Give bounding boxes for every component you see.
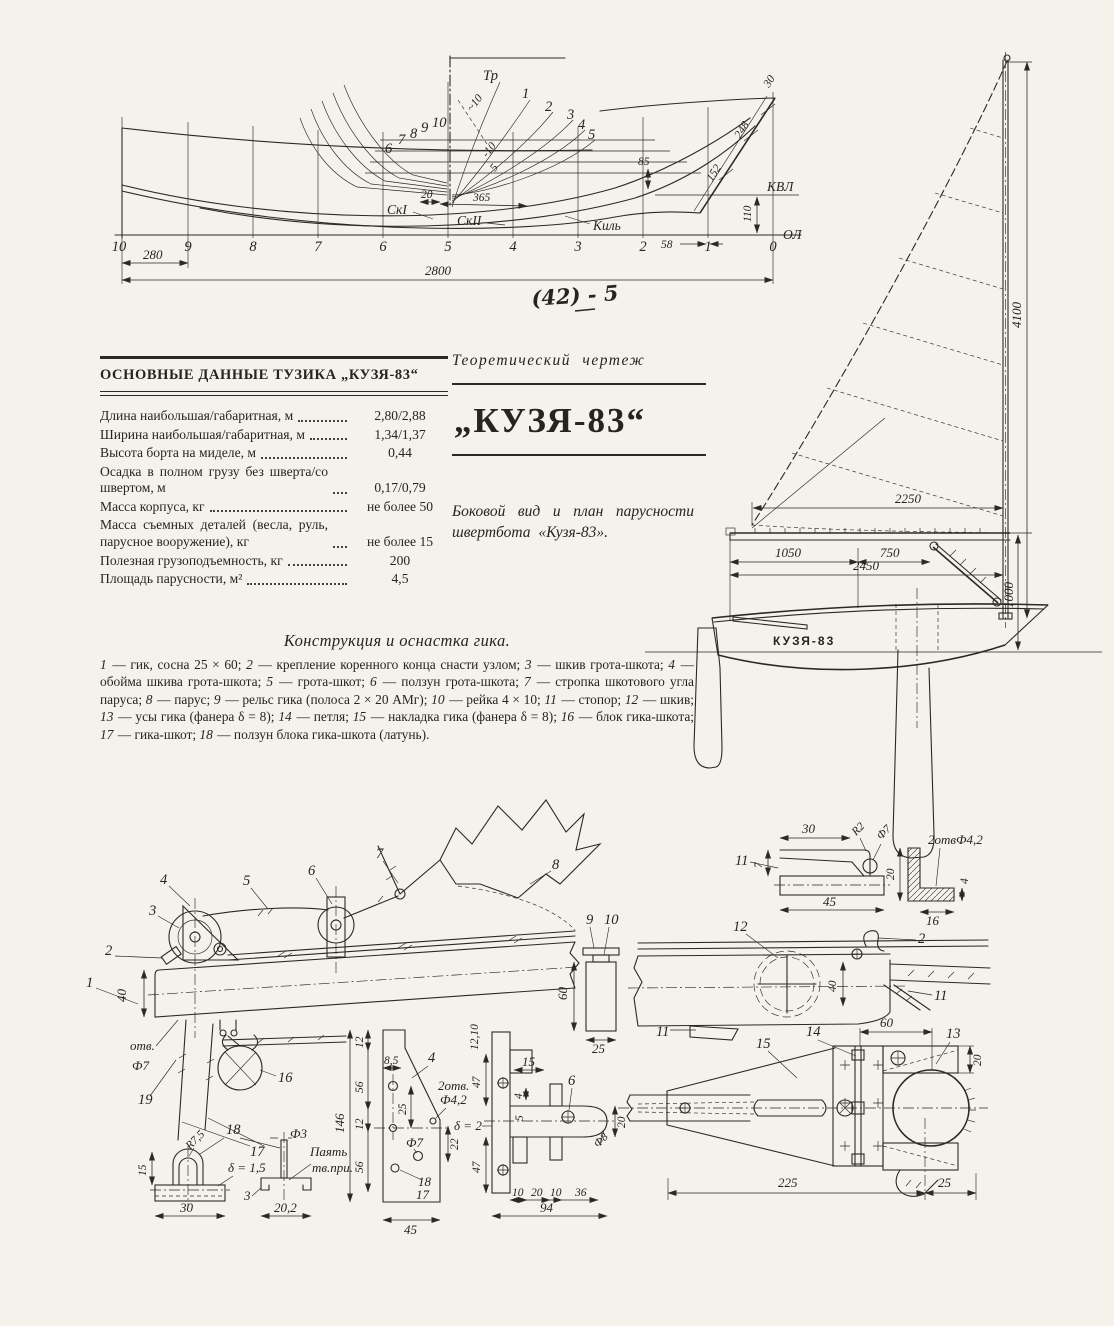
section-label: 8 bbox=[410, 126, 418, 142]
dim-10b: 10 bbox=[550, 1187, 562, 1199]
section-label: 2 bbox=[545, 99, 553, 115]
mast bbox=[1003, 52, 1032, 628]
delta-2: δ = 2 bbox=[454, 1118, 482, 1133]
dim-280: 280 bbox=[143, 247, 163, 262]
dim-2800: 2800 bbox=[425, 263, 451, 278]
section-label: 9 bbox=[421, 120, 429, 136]
solder-2: тв.при. bbox=[312, 1160, 354, 1175]
hull-dims bbox=[730, 535, 1018, 650]
dim-4s: 4 bbox=[513, 1093, 525, 1099]
dim-20a: 20 bbox=[531, 1187, 543, 1199]
callout-11-right: 11 bbox=[934, 988, 948, 1004]
dim-1050: 1050 bbox=[775, 545, 801, 560]
dim-12b: 12 bbox=[354, 1118, 366, 1130]
callout-8: 8 bbox=[552, 857, 560, 873]
section-label: 7 bbox=[398, 132, 406, 148]
spec-row-label: Осадка в полном грузу без шверта/со швертом, м bbox=[100, 463, 328, 496]
table-title: ОСНОВНЫЕ ДАННЫЕ ТУЗИКА „КУЗЯ-83“ bbox=[100, 367, 419, 383]
boom-length-dim bbox=[752, 491, 1003, 525]
spec-row-value: 2,80/2,88 bbox=[374, 408, 426, 423]
legend-item-number: 17 bbox=[100, 726, 114, 742]
dim-152: 152 bbox=[704, 162, 724, 184]
offset-dim: 5 bbox=[487, 161, 501, 174]
legend-item-number: 15 bbox=[352, 709, 367, 725]
holes-label: 2отвФ4,2 bbox=[928, 832, 983, 847]
transom-label: Тр bbox=[483, 68, 498, 84]
spec-row-value: 4,5 bbox=[391, 571, 409, 587]
legend-item-number: 14 bbox=[278, 709, 292, 725]
callout-2: 2 bbox=[105, 943, 113, 959]
legend-item-number: 6 bbox=[370, 674, 377, 690]
dim-110: 110 bbox=[742, 205, 754, 222]
dim-146: 146 bbox=[332, 1113, 347, 1133]
mainsheet bbox=[930, 542, 1001, 606]
callout-10: 10 bbox=[604, 912, 619, 928]
dim-248: 248 bbox=[732, 119, 752, 141]
dim-40: 40 bbox=[114, 989, 129, 1002]
callout-5: 5 bbox=[243, 873, 251, 889]
callout-13: 13 bbox=[946, 1026, 961, 1042]
dim-45: 45 bbox=[823, 894, 836, 909]
dim-1210: 12,10 bbox=[469, 1024, 481, 1050]
dim-f7: Ф7 bbox=[874, 823, 894, 843]
dim-365: 365 bbox=[473, 192, 491, 204]
dotted-leader bbox=[333, 546, 347, 548]
callout-18: 18 bbox=[226, 1122, 241, 1138]
dim-1000: 1000 bbox=[1001, 582, 1016, 608]
body-plan-labels bbox=[385, 68, 595, 174]
dim-7: 7 bbox=[753, 862, 765, 868]
solder-1: Паять bbox=[310, 1144, 348, 1159]
keel-label: Киль bbox=[593, 218, 621, 233]
callout-15: 15 bbox=[756, 1036, 771, 1052]
spec-row-label: Площадь парусности, м² bbox=[100, 571, 243, 587]
boom-assembly-callouts bbox=[86, 846, 560, 1160]
station-7: 7 bbox=[314, 239, 322, 255]
station-8: 8 bbox=[249, 239, 257, 255]
spec-row-value: 0,44 bbox=[388, 445, 412, 461]
dim-47a: 47 bbox=[471, 1076, 483, 1088]
legend-item-number: 8 bbox=[145, 691, 153, 707]
dim-8-5: 8,5 bbox=[384, 1055, 399, 1067]
callout-19: 19 bbox=[138, 1092, 153, 1108]
dim-18c: 18 bbox=[418, 1174, 431, 1189]
legend-item-number: 3 bbox=[524, 657, 532, 672]
callout-4-flat: 4 bbox=[428, 1050, 436, 1066]
dim-56b: 56 bbox=[354, 1161, 366, 1173]
spec-row-value: 200 bbox=[389, 552, 411, 568]
rule-top bbox=[452, 383, 706, 385]
section-label: 5 bbox=[588, 127, 596, 143]
dim-22: 22 bbox=[449, 1138, 461, 1150]
callout-1: 1 bbox=[86, 975, 94, 991]
spec-table-row bbox=[100, 408, 448, 425]
sail-plan-drawing bbox=[640, 28, 1114, 773]
dim-45c: 45 bbox=[404, 1222, 417, 1237]
dotted-leader bbox=[261, 457, 347, 459]
section-label: 1 bbox=[522, 86, 530, 102]
dim-60-jaws: 60 bbox=[880, 1015, 893, 1030]
kicker-text: Теоретический чертеж bbox=[452, 352, 646, 369]
legend-item-number: 10 bbox=[431, 691, 445, 707]
figure-caption: Боковой вид и план парусности швертбота «Кузя-83». bbox=[452, 503, 694, 541]
spec-table-row bbox=[100, 553, 448, 570]
dim-17c: 17 bbox=[416, 1187, 429, 1202]
page-title: „КУЗЯ-83“ bbox=[454, 401, 646, 440]
legend-item-number: 13 bbox=[100, 709, 114, 725]
dim-25c: 25 bbox=[397, 1103, 409, 1115]
section-label: 6 bbox=[385, 141, 393, 157]
dim-56a: 56 bbox=[354, 1081, 366, 1093]
legend-text: 1 — гик, сосна 25 × 60; 2 — крепление коренного конца снасти узлом; 3 — шкив грота-шкота; 4 — обойма шкива грота-шкота; 5 — грота-шкот; 6 — ползун грота-шкота; 7 — стропка шкотового угла паруса; 8 — парус; 9 — рельс гика (полоса 2 × 20 АМг); 10 — рейка 4 × 10; 11 — стопор; 12 — шкив; 13 — усы гика (фанера δ = 8); 14 — петля; 15 — накладка гика (фанера δ = 8); 16 — блок гика-шкота; 17 — гика-шкот; 18 — ползун блока гика-шкота (латунь). bbox=[100, 657, 694, 742]
section-label: 10 bbox=[432, 115, 447, 131]
callout-6: 6 bbox=[308, 863, 316, 879]
station-6: 6 bbox=[379, 239, 387, 255]
offset-dim: -10 bbox=[479, 140, 499, 160]
spec-row-label: Масса корпуса, кг bbox=[100, 498, 205, 514]
dim-3u: 3 bbox=[244, 1188, 251, 1203]
spec-table-row bbox=[100, 499, 448, 516]
mast-height-dim bbox=[1009, 62, 1027, 618]
chine1-label: СкI bbox=[387, 202, 407, 217]
dim-225: 225 bbox=[778, 1175, 798, 1190]
dim-f3: Ф3 bbox=[290, 1126, 307, 1141]
station-1: 1 bbox=[704, 239, 712, 255]
callout-9: 9 bbox=[586, 912, 594, 928]
callout-17: 17 bbox=[250, 1144, 265, 1160]
legend-item-number: 7 bbox=[524, 674, 531, 690]
spec-row-label: Длина наибольшая/габаритная, м bbox=[100, 408, 294, 423]
station-2: 2 bbox=[639, 239, 647, 255]
legend-item-number: 1 bbox=[100, 657, 107, 672]
legend-item-number: 2 bbox=[246, 657, 253, 672]
cheek-plate-view bbox=[332, 1030, 469, 1237]
spec-row-value: 0,17/0,79 bbox=[374, 480, 426, 496]
legend-item-number: 16 bbox=[560, 709, 575, 725]
title-block bbox=[452, 352, 706, 544]
dim-40-aft: 40 bbox=[827, 980, 839, 992]
body-plan bbox=[300, 56, 595, 208]
boom-aft-end-view bbox=[628, 919, 990, 1040]
callout-14: 14 bbox=[806, 1024, 821, 1040]
dim-202: 20,2 bbox=[274, 1200, 297, 1215]
ubolt-detail-view bbox=[137, 1122, 353, 1216]
spec-table-row bbox=[100, 427, 448, 444]
legend-item-number: 4 bbox=[668, 657, 675, 672]
section-label: 3 bbox=[567, 107, 575, 123]
station-3: 3 bbox=[574, 239, 582, 255]
boom bbox=[726, 418, 1032, 540]
dim-20-jaws: 20 bbox=[972, 1054, 984, 1066]
dim-36: 36 bbox=[575, 1187, 587, 1199]
dotted-leader bbox=[310, 438, 347, 440]
dotted-leader bbox=[298, 420, 347, 422]
boat-name-on-hull: КУЗЯ-83 bbox=[773, 634, 836, 648]
station-9: 9 bbox=[184, 239, 192, 255]
station-5: 5 bbox=[444, 239, 452, 255]
dim-58: 58 bbox=[661, 239, 673, 251]
legend-item-number: 11 bbox=[544, 691, 557, 707]
callout-4: 4 bbox=[160, 872, 168, 888]
table-double-rule bbox=[100, 391, 448, 396]
dim-30: 30 bbox=[802, 821, 815, 836]
spec-row-value: не более 50 bbox=[366, 498, 434, 514]
callout-6-flat: 6 bbox=[568, 1073, 576, 1089]
dim-15u: 15 bbox=[137, 1164, 149, 1176]
dim-20b: 20 bbox=[616, 1116, 628, 1128]
spec-row-label: Масса съемных деталей (весла, руль, парусное вооружение), кг bbox=[100, 517, 328, 550]
callout-11-left: 11 bbox=[656, 1024, 670, 1040]
dim-15s: 15 bbox=[522, 1054, 535, 1069]
dim-r75: R7,5 bbox=[183, 1128, 208, 1153]
holes1: 2отв. bbox=[438, 1078, 470, 1093]
dim-12a: 12 bbox=[354, 1036, 366, 1048]
legend-item-number: 12 bbox=[624, 691, 639, 707]
spec-table-row bbox=[100, 517, 448, 550]
callout-2b: 2 bbox=[918, 931, 926, 947]
dim-10a: 10 bbox=[512, 1187, 524, 1199]
boom-assembly-view bbox=[148, 800, 600, 1140]
rule-bottom bbox=[452, 454, 706, 456]
delta-15: δ = 1,5 bbox=[228, 1160, 266, 1175]
legend-item-number: 5 bbox=[266, 674, 274, 690]
spec-row-label: Высота борта на миделе, м bbox=[100, 445, 257, 461]
dim-4: 4 bbox=[959, 878, 971, 884]
chine2-label: СкII bbox=[457, 213, 482, 228]
dotted-leader bbox=[247, 583, 347, 585]
spec-row-value: 1,34/1,37 bbox=[374, 426, 426, 442]
callout-7: 7 bbox=[376, 846, 384, 862]
hole-label2: Ф7 bbox=[132, 1058, 149, 1073]
dim-16: 16 bbox=[926, 913, 939, 928]
boom-details-drawing bbox=[78, 788, 1114, 1268]
dim-94: 94 bbox=[540, 1200, 553, 1215]
station-0: 0 bbox=[769, 239, 777, 255]
dim-30u: 30 bbox=[180, 1200, 193, 1215]
dotted-leader bbox=[210, 510, 347, 512]
boom-section-view bbox=[555, 912, 619, 1056]
dim-r2: R2 bbox=[849, 820, 868, 839]
spec-table-rows bbox=[100, 408, 448, 588]
stopper-detail-view bbox=[735, 820, 983, 928]
sail bbox=[752, 61, 1007, 533]
dim-4100: 4100 bbox=[1009, 302, 1024, 328]
spec-table-row bbox=[100, 445, 448, 462]
spec-table-row bbox=[100, 464, 448, 497]
dim-60: 60 bbox=[555, 987, 570, 1000]
callout-3: 3 bbox=[149, 903, 157, 919]
legend-item-number: 9 bbox=[213, 691, 221, 707]
station-10: 10 bbox=[111, 239, 127, 255]
callout-16: 16 bbox=[278, 1070, 293, 1086]
dim-2250: 2250 bbox=[895, 491, 921, 506]
f7-label: Ф7 bbox=[406, 1135, 423, 1150]
hole-label: отв. bbox=[130, 1038, 155, 1053]
legend-heading: Конструкция и оснастка гика. bbox=[283, 631, 511, 650]
dim-47b: 47 bbox=[471, 1161, 483, 1173]
callout-12: 12 bbox=[733, 919, 748, 935]
kwl-label: КВЛ bbox=[767, 179, 794, 194]
dim-2450: 2450 bbox=[853, 558, 879, 573]
legend-item-number: 18 bbox=[199, 726, 213, 742]
dim-f8: Ф8 bbox=[591, 1131, 611, 1151]
legend-block bbox=[100, 631, 694, 743]
dim-20: 20 bbox=[421, 189, 433, 201]
dim-30: 30 bbox=[761, 73, 778, 90]
dotted-leader bbox=[333, 492, 347, 494]
spec-table-row bbox=[100, 571, 448, 588]
ol-label: ОЛ bbox=[783, 227, 802, 242]
holes2: Ф4,2 bbox=[440, 1092, 467, 1107]
dim-25: 25 bbox=[592, 1041, 605, 1056]
section-label: 4 bbox=[578, 117, 586, 133]
handwritten-mark: (42) - 5 bbox=[530, 279, 620, 311]
spec-row-label: Полезная грузоподъемность, кг bbox=[100, 552, 283, 568]
callout-11: 11 bbox=[735, 853, 749, 869]
dotted-leader bbox=[288, 564, 347, 566]
spec-row-label: Ширина наибольшая/габаритная, м bbox=[100, 426, 305, 442]
dim-750: 750 bbox=[880, 545, 900, 560]
spec-table bbox=[100, 356, 448, 590]
station-4: 4 bbox=[509, 239, 517, 255]
boom-jaws-view bbox=[618, 1015, 988, 1200]
dim-85: 85 bbox=[638, 156, 650, 168]
dim-5s: 5 bbox=[514, 1115, 526, 1121]
offset-dim: ~10 bbox=[464, 92, 486, 114]
dim-20: 20 bbox=[885, 868, 897, 880]
spec-row-value: не более 15 bbox=[366, 534, 434, 550]
table-top-rule bbox=[100, 356, 448, 359]
dim-25-jaws: 25 bbox=[938, 1175, 951, 1190]
